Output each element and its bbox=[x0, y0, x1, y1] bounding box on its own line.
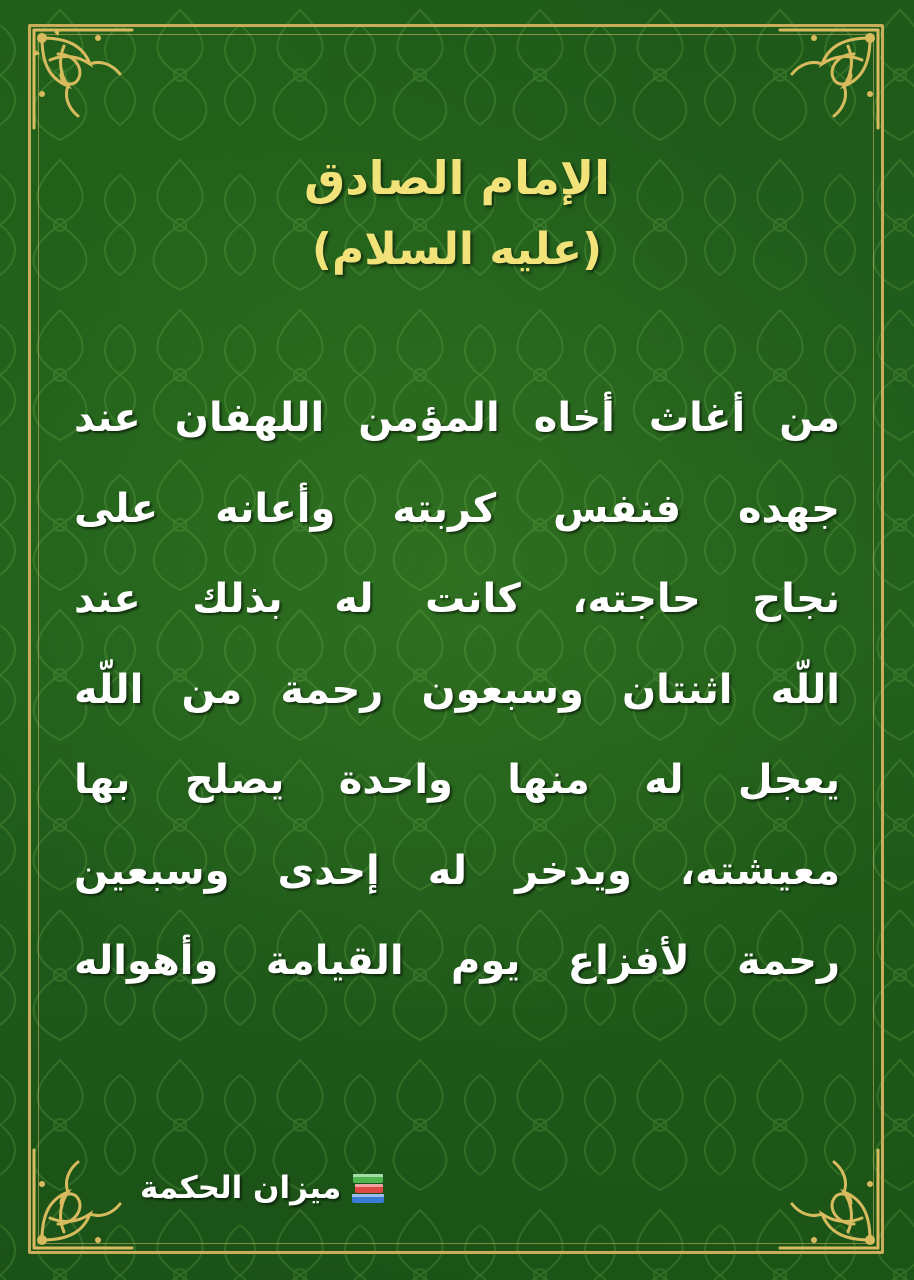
signature-text: ميزان الحكمة bbox=[140, 1170, 342, 1206]
corner-ornament-top-left bbox=[28, 24, 138, 134]
quote-line: يعجل له منها واحدة يصلح بها bbox=[74, 757, 840, 803]
quote-text bbox=[74, 396, 840, 1030]
heading bbox=[0, 148, 914, 278]
quote-line: نجاح حاجته، كانت له بذلك عند bbox=[74, 576, 840, 622]
corner-ornament-top-right bbox=[774, 24, 884, 134]
books-icon bbox=[349, 1170, 387, 1206]
source-signature bbox=[140, 1166, 387, 1210]
heading-title: الإمام الصادق bbox=[304, 151, 610, 205]
corner-ornament-bottom-left bbox=[28, 1144, 138, 1254]
quote-line: اللّه اثنتان وسبعون رحمة من اللّه bbox=[74, 666, 840, 713]
quote-line: من أغاث أخاه المؤمن اللهفان عند bbox=[74, 395, 840, 441]
quote-line: معيشته، ويدخر له إحدى وسبعين bbox=[74, 847, 840, 894]
quote-line: رحمة لأفزاع يوم القيامة وأهواله bbox=[74, 938, 840, 984]
quote-line: جهده فنفس كربته وأعانه على bbox=[74, 485, 840, 532]
heading-subtitle: (عليه السلام) bbox=[311, 224, 603, 275]
corner-ornament-bottom-right bbox=[774, 1144, 884, 1254]
